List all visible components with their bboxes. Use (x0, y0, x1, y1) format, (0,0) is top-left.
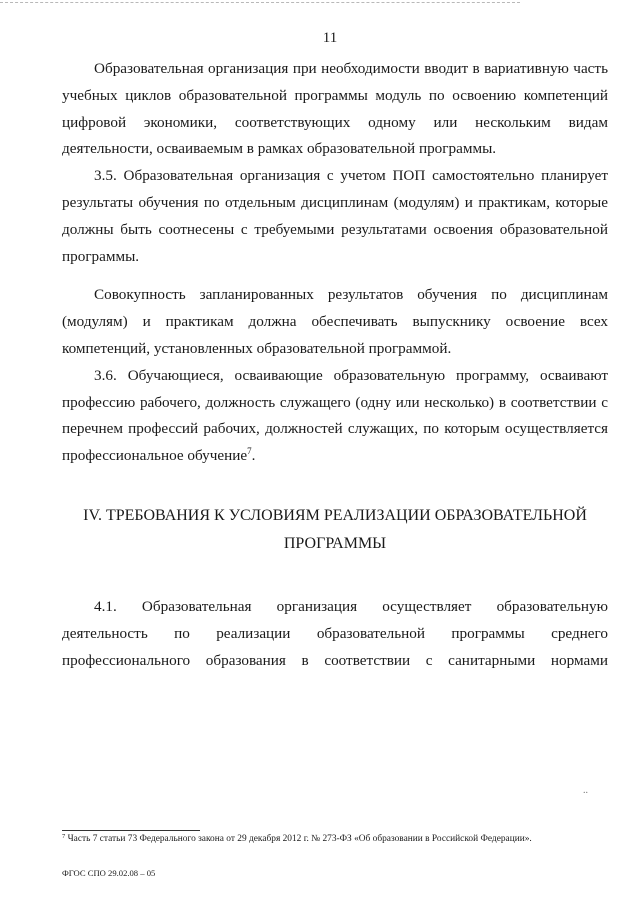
footnote-text: Часть 7 статьи 73 Федерального закона от 29 декабря 2012 г. № 273-ФЗ «Об образовании в Российской Федерации». (67, 834, 532, 844)
paragraph-4-1-line-2: деятельность по реализации образовательной программы среднего (62, 624, 608, 642)
scan-top-line (0, 2, 520, 3)
footnote (62, 833, 622, 845)
section-heading (62, 502, 608, 558)
paragraph-planned-results: Совокупность запланированных результатов обучения по дисциплинам (модулям) и практикам должна обеспечивать выпускнику освоение всех компетенций, установленных образовательной программой. (62, 286, 608, 357)
paragraph-4-1-line-1: 4.1. Образовательная организация осуществляет образовательную (94, 597, 608, 615)
paragraph-3-6: 3.6. Обучающиеся, осваивающие образовательную программу, осваивают профессию рабочего, должность служащего (одну или несколько) в соответствии с перечнем профессий рабочих, должностей служащих, по которым осуществляется профессиональное обучение$^7$. (62, 366, 608, 465)
section-heading-line-2: ПРОГРАММЫ (283, 534, 387, 552)
margin-marks: .. (583, 785, 588, 796)
paragraph-digital-economy: Образовательная организация при необходимости вводит в вариативную часть учебных циклов образовательной программы модуль по освоению компетенций цифровой экономики, соответствующих одному или нескольким видам деятельности, осваиваемым в рамках образовательной программы. (62, 60, 608, 158)
paragraph-3-5: 3.5. Образовательная организация с учетом ПОП самостоятельно планирует результаты обучения по отдельным дисциплинам (модулям) и практикам, которые должны быть соотнесены с требуемыми результатами освоения образовательной программы. (62, 167, 608, 265)
footnote-reference[interactable]: 7 (247, 446, 252, 457)
paragraph-4-1-line-3: профессионального образования в соответствии с санитарными нормами (62, 651, 608, 669)
footer-document-code: ФГОС СПО 29.02.08 – 05 (62, 868, 156, 878)
section-heading-line-1: IV. ТРЕБОВАНИЯ К УСЛОВИЯМ РЕАЛИЗАЦИИ ОБРАЗОВАТЕЛЬНОЙ (83, 506, 587, 524)
page-body (62, 56, 608, 674)
paragraph-3-6-text: 3.6. Обучающиеся, осваивающие образовательную программу, осваивают профессию рабочего, должность служащего (одну или несколько) в соответствии с перечнем профессий рабочих, должностей служащих, по которым осуществляется профессиональное обучение (62, 366, 608, 465)
page-number: 11 (322, 30, 338, 46)
footnote-number: 7 (62, 833, 66, 840)
footnote-divider (62, 830, 200, 831)
